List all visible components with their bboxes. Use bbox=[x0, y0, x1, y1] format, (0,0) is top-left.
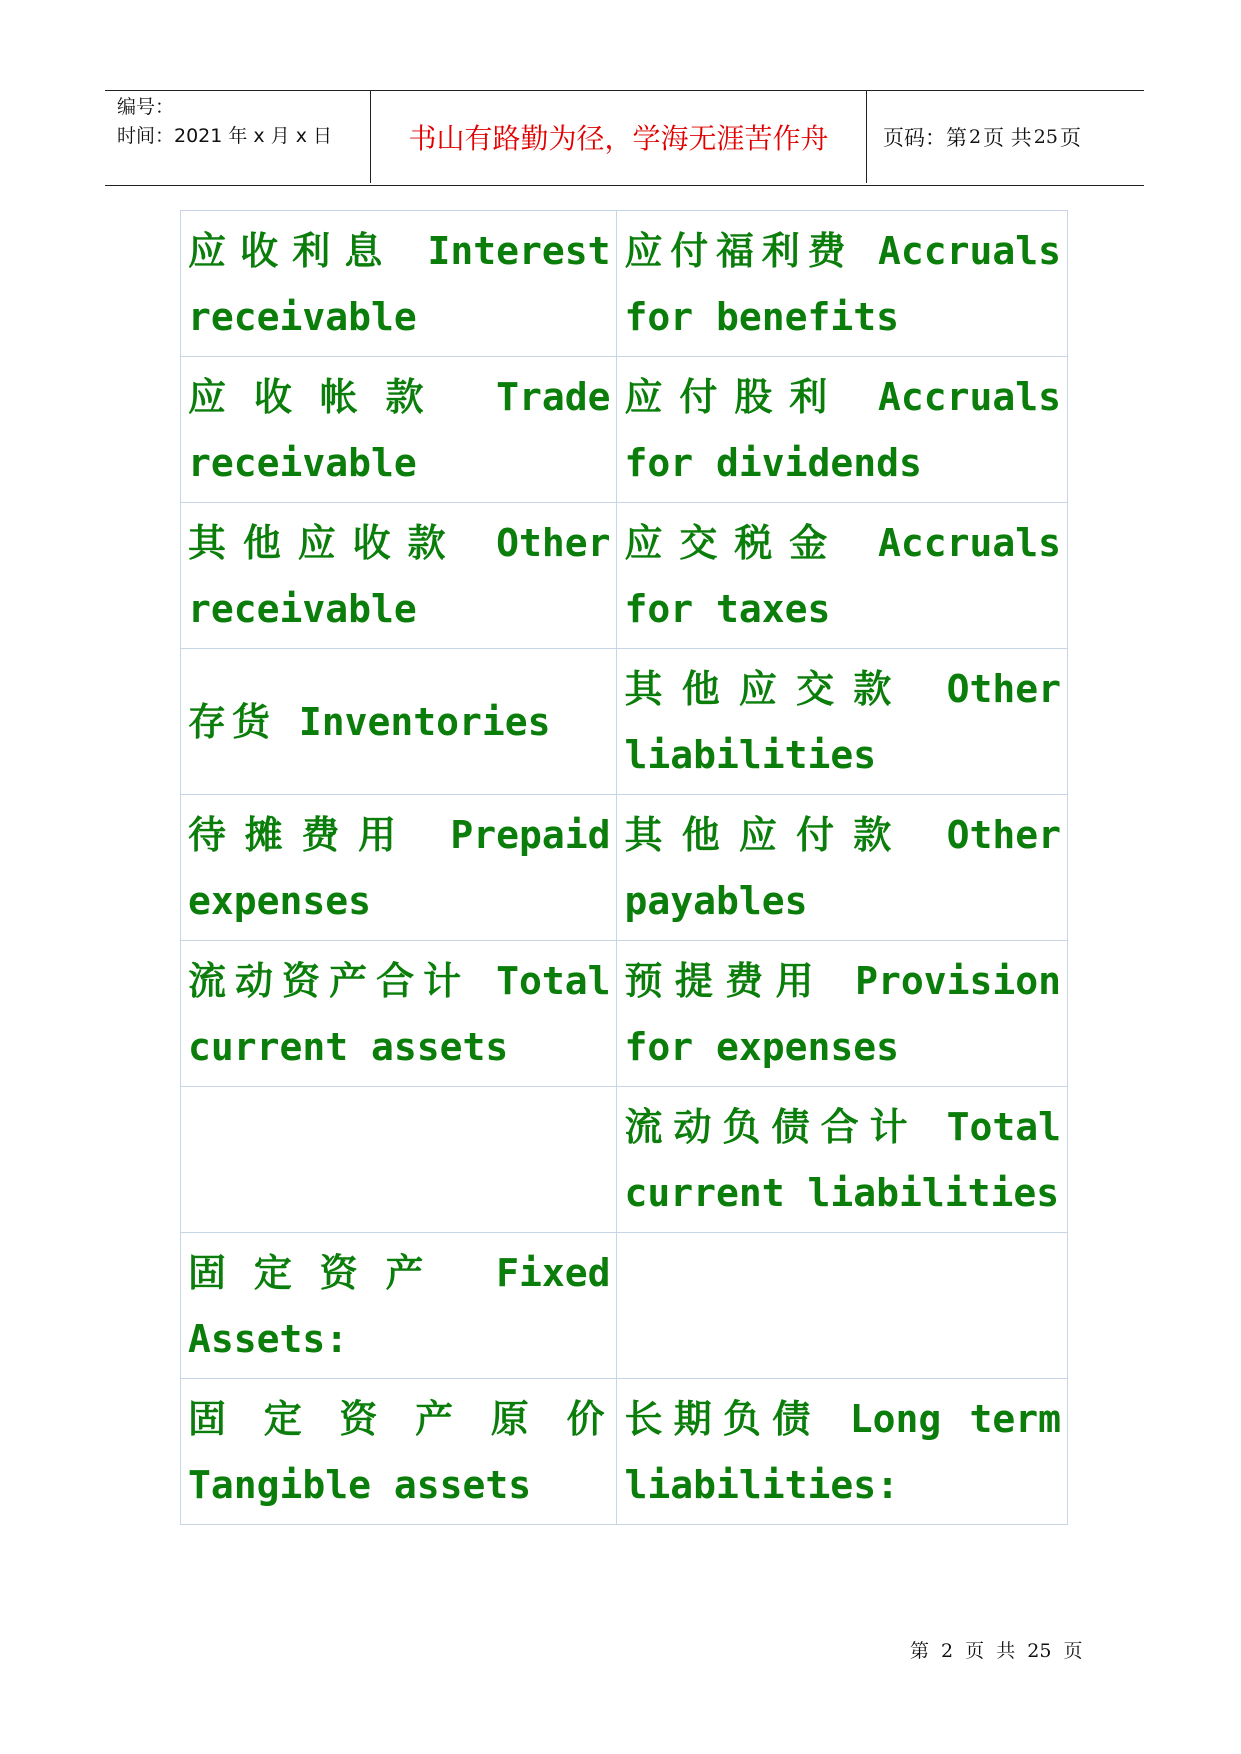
table-cell bbox=[181, 503, 617, 649]
term-chinese: 应收利息 bbox=[188, 228, 397, 273]
table-cell bbox=[617, 1379, 1068, 1525]
header-page-indicator bbox=[883, 91, 1081, 183]
term-chinese: 应交税金 bbox=[624, 520, 845, 565]
term-chinese: 存货 bbox=[188, 699, 277, 744]
table-row bbox=[181, 1233, 1068, 1379]
term-chinese: 流动负债合计 bbox=[624, 1104, 919, 1149]
page-suffix: 页 bbox=[1059, 126, 1081, 150]
page-header bbox=[105, 90, 1144, 186]
page-current: 2 bbox=[969, 126, 982, 148]
page-prefix: 页码：第 bbox=[883, 126, 967, 150]
term-english: Total current liabilities bbox=[624, 1104, 1061, 1215]
term-english: Fixed Assets: bbox=[188, 1250, 611, 1361]
page-footer: 第 2 页 共 25 页 bbox=[910, 1640, 1083, 1662]
table-cell bbox=[617, 503, 1068, 649]
term-english: Long term liabilities: bbox=[624, 1396, 1061, 1507]
table-cell bbox=[181, 649, 617, 795]
term-english: Accruals for benefits bbox=[624, 228, 1061, 339]
term-english: Total current assets bbox=[188, 958, 611, 1069]
table-cell bbox=[617, 649, 1068, 795]
table-cell-empty bbox=[181, 1087, 617, 1233]
term-chinese: 应收帐款 bbox=[188, 374, 452, 419]
term-english: Interest receivable bbox=[188, 228, 611, 339]
table-row bbox=[181, 503, 1068, 649]
header-motto: 书山有路勤为径，学海无涯苦作舟 bbox=[408, 122, 829, 155]
term-chinese: 长期负债 bbox=[624, 1396, 822, 1441]
table-row bbox=[181, 649, 1068, 795]
table-cell bbox=[181, 1233, 617, 1379]
term-chinese: 固定资产 bbox=[188, 1250, 452, 1295]
table-cell bbox=[617, 795, 1068, 941]
term-chinese: 流动资产合计 bbox=[188, 958, 471, 1003]
table-row bbox=[181, 795, 1068, 941]
term-english: Other payables bbox=[624, 812, 1061, 923]
term-english: Accruals for taxes bbox=[624, 520, 1061, 631]
term-chinese: 其他应付款 bbox=[624, 812, 911, 857]
term-english: Provision for expenses bbox=[624, 958, 1061, 1069]
table-cell bbox=[181, 795, 617, 941]
term-english: Other liabilities bbox=[624, 666, 1061, 777]
table-cell bbox=[617, 1087, 1068, 1233]
term-chinese: 应付股利 bbox=[624, 374, 845, 419]
table-row bbox=[181, 211, 1068, 357]
table-row bbox=[181, 1087, 1068, 1233]
term-chinese: 预提费用 bbox=[624, 958, 826, 1003]
term-english: Accruals for dividends bbox=[624, 374, 1061, 485]
glossary-table-body bbox=[181, 211, 1068, 1525]
term-chinese: 其他应交款 bbox=[624, 666, 911, 711]
term-english: Inventories bbox=[298, 699, 551, 744]
table-cell bbox=[181, 211, 617, 357]
table-cell bbox=[181, 357, 617, 503]
table-row bbox=[181, 357, 1068, 503]
term-chinese: 待摊费用 bbox=[188, 812, 415, 857]
glossary-table bbox=[180, 210, 1068, 1525]
term-english: Other receivable bbox=[188, 520, 611, 631]
document-number-label: 编号： bbox=[117, 96, 175, 118]
table-cell bbox=[617, 211, 1068, 357]
header-divider bbox=[866, 91, 867, 183]
table-row bbox=[181, 941, 1068, 1087]
table-cell bbox=[617, 357, 1068, 503]
term-chinese: 固定资产原价 bbox=[188, 1396, 611, 1441]
term-english: Prepaid expenses bbox=[188, 812, 611, 923]
table-cell bbox=[181, 1379, 617, 1525]
term-english: Tangible assets bbox=[188, 1462, 532, 1507]
term-chinese: 应付福利费 bbox=[624, 228, 854, 273]
page-total: 25 bbox=[1033, 126, 1058, 148]
term-chinese: 其他应收款 bbox=[188, 520, 463, 565]
term-english: Trade receivable bbox=[188, 374, 611, 485]
table-cell bbox=[181, 941, 617, 1087]
page-mid: 页 共 bbox=[983, 126, 1032, 150]
table-cell bbox=[617, 941, 1068, 1087]
table-cell-empty bbox=[617, 1233, 1068, 1379]
document-time-label: 时间：2021 年 x 月 x 日 bbox=[117, 125, 333, 147]
table-row bbox=[181, 1379, 1068, 1525]
